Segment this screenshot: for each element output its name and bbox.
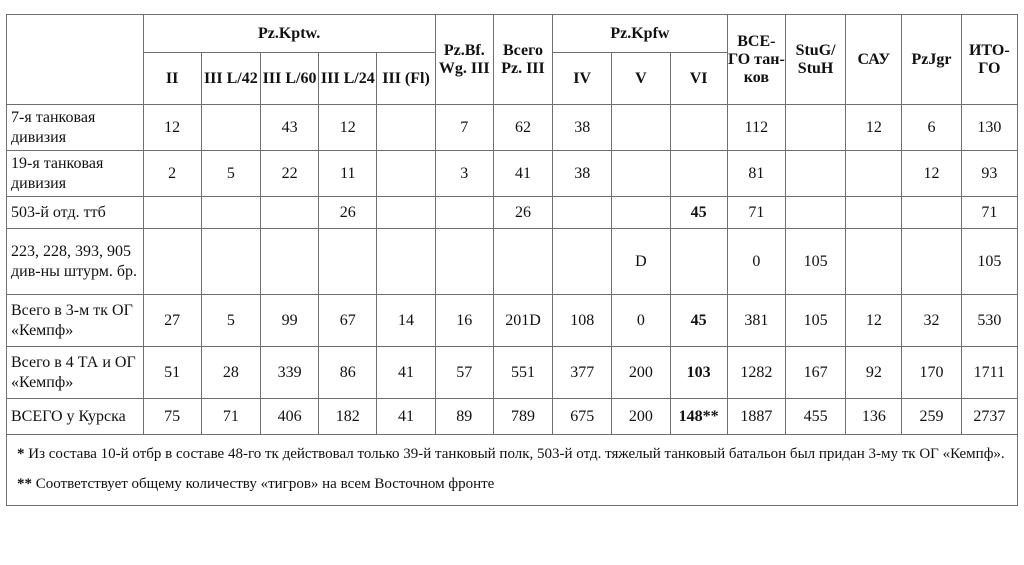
table-cell: 51: [143, 347, 201, 399]
table-row: [7, 347, 1018, 399]
table-cell: 71: [727, 197, 785, 229]
header-sub-iv: IV: [553, 53, 612, 105]
table-cell: 0: [727, 229, 785, 295]
table-cell: 130: [961, 105, 1017, 151]
table-cell: [902, 197, 961, 229]
table-cell: 12: [846, 105, 902, 151]
row-label: 19-я танковая дивизия: [7, 151, 144, 197]
table-cell: [377, 197, 435, 229]
table-cell: 71: [961, 197, 1017, 229]
table-cell: 89: [435, 399, 493, 435]
table-cell: 41: [377, 399, 435, 435]
table-row: [7, 105, 1018, 151]
table-cell: 170: [902, 347, 961, 399]
header-sub-v: V: [612, 53, 670, 105]
table-cell: [612, 197, 670, 229]
table-cell: 105: [785, 295, 845, 347]
table-cell: 2: [143, 151, 201, 197]
table-cell: [201, 229, 260, 295]
table-cell: [670, 151, 727, 197]
table-cell: [846, 197, 902, 229]
table-cell: 6: [902, 105, 961, 151]
row-label: 7-я танковая дивизия: [7, 105, 144, 151]
table-cell: 12: [319, 105, 377, 151]
table-cell: 455: [785, 399, 845, 435]
table-cell: 136: [846, 399, 902, 435]
table-cell: [902, 229, 961, 295]
table-cell: 16: [435, 295, 493, 347]
table-cell: 12: [846, 295, 902, 347]
table-cell: 1887: [727, 399, 785, 435]
table-cell: [846, 151, 902, 197]
table-cell: [377, 151, 435, 197]
table-cell: D: [612, 229, 670, 295]
table-cell: [260, 229, 318, 295]
table-cell: [553, 197, 612, 229]
table-cell: 530: [961, 295, 1017, 347]
tank-strength-table: [6, 14, 1018, 435]
table-cell: 182: [319, 399, 377, 435]
table-cell: 43: [260, 105, 318, 151]
table-cell: 381: [727, 295, 785, 347]
table-cell: 259: [902, 399, 961, 435]
header-sub-vi: VI: [670, 53, 727, 105]
table-cell: [785, 197, 845, 229]
header-row-1: [7, 15, 1018, 53]
table-cell: 45: [670, 295, 727, 347]
table-cell: 167: [785, 347, 845, 399]
footnote-1: [17, 443, 1007, 465]
table-cell: 5: [201, 295, 260, 347]
footnote-2: [17, 473, 1007, 495]
header-pzkpfw-group: Pz.Kpfw: [553, 15, 728, 53]
table-cell: 675: [553, 399, 612, 435]
table-cell: [377, 229, 435, 295]
table-cell: [143, 229, 201, 295]
header-sub-ii: II: [143, 53, 201, 105]
table-cell: [377, 105, 435, 151]
header-sub-iii-l60: III L/60: [260, 53, 318, 105]
table-cell: 0: [612, 295, 670, 347]
table-cell: [493, 229, 552, 295]
table-cell: 32: [902, 295, 961, 347]
table-cell: 99: [260, 295, 318, 347]
table-cell: 112: [727, 105, 785, 151]
table-cell: 11: [319, 151, 377, 197]
table-cell: [612, 151, 670, 197]
table-cell: 108: [553, 295, 612, 347]
table-row: [7, 399, 1018, 435]
row-label: ВСЕГО у Курска: [7, 399, 144, 435]
row-label: Всего в 4 ТА и ОГ «Кемпф»: [7, 347, 144, 399]
table-cell: 7: [435, 105, 493, 151]
footnotes: [6, 435, 1018, 506]
header-itogo: ИТО- ГО: [961, 15, 1017, 105]
table-cell: 93: [961, 151, 1017, 197]
table-cell: 12: [902, 151, 961, 197]
table-row: [7, 151, 1018, 197]
footnote-2-text: Соответствует общему количеству «тигров» на всем Восточном фронте: [35, 476, 495, 492]
table-cell: [201, 197, 260, 229]
table-cell: [319, 229, 377, 295]
header-vsego-tankov: ВСЕ- ГО тан- ков: [727, 15, 785, 105]
header-empty-corner: [7, 15, 144, 105]
header-sub-iii-l24: III L/24: [319, 53, 377, 105]
table-cell: 2737: [961, 399, 1017, 435]
table-cell: [670, 105, 727, 151]
table-cell: 26: [493, 197, 552, 229]
table-cell: 22: [260, 151, 318, 197]
table-cell: 12: [143, 105, 201, 151]
table-cell: 339: [260, 347, 318, 399]
header-sub-iii-fl: III (Fl): [377, 53, 435, 105]
table-cell: [553, 229, 612, 295]
header-vsego-pz-iii: Всего Pz. III: [493, 15, 552, 105]
header-sub-iii-l42: III L/42: [201, 53, 260, 105]
table-cell: 148**: [670, 399, 727, 435]
row-label: Всего в 3-м тк ОГ «Кемпф»: [7, 295, 144, 347]
table-cell: 62: [493, 105, 552, 151]
table-cell: 67: [319, 295, 377, 347]
table-cell: 406: [260, 399, 318, 435]
table-cell: 14: [377, 295, 435, 347]
table-cell: 41: [493, 151, 552, 197]
table-cell: 57: [435, 347, 493, 399]
footnote-1-marker: *: [17, 446, 25, 462]
table-cell: 5: [201, 151, 260, 197]
table-row: [7, 197, 1018, 229]
table-cell: 41: [377, 347, 435, 399]
table-cell: [846, 229, 902, 295]
table-body: [7, 105, 1018, 435]
table-cell: [201, 105, 260, 151]
footnote-1-text: Из состава 10-й отбр в составе 48-го тк действовал только 39-й танковый полк, 503-й отд. тяжелый танковый батальон был придан 3-му тк ОГ «Кемпф».: [28, 446, 1005, 462]
table-cell: 201D: [493, 295, 552, 347]
table-cell: 377: [553, 347, 612, 399]
table-cell: [670, 229, 727, 295]
table-cell: [785, 105, 845, 151]
table-cell: 45: [670, 197, 727, 229]
table-cell: 1282: [727, 347, 785, 399]
table-cell: 1711: [961, 347, 1017, 399]
table-row: [7, 229, 1018, 295]
table-cell: [260, 197, 318, 229]
tank-strength-document: [6, 14, 1018, 506]
table-cell: 81: [727, 151, 785, 197]
table-cell: 105: [785, 229, 845, 295]
footnote-2-marker: **: [17, 476, 32, 492]
table-cell: 3: [435, 151, 493, 197]
table-cell: [435, 229, 493, 295]
table-cell: 789: [493, 399, 552, 435]
table-cell: 26: [319, 197, 377, 229]
table-cell: 551: [493, 347, 552, 399]
table-row: [7, 295, 1018, 347]
table-cell: 103: [670, 347, 727, 399]
table-cell: [785, 151, 845, 197]
row-label: 503-й отд. ттб: [7, 197, 144, 229]
header-pzbf-wg-iii: Pz.Bf. Wg. III: [435, 15, 493, 105]
table-cell: 28: [201, 347, 260, 399]
header-pzkptw-group: Pz.Kptw.: [143, 15, 435, 53]
table-cell: [435, 197, 493, 229]
table-cell: 27: [143, 295, 201, 347]
table-cell: 38: [553, 151, 612, 197]
table-cell: 92: [846, 347, 902, 399]
table-cell: 75: [143, 399, 201, 435]
table-cell: 105: [961, 229, 1017, 295]
table-cell: 200: [612, 347, 670, 399]
table-cell: 38: [553, 105, 612, 151]
table-cell: 71: [201, 399, 260, 435]
table-cell: 86: [319, 347, 377, 399]
table-cell: [143, 197, 201, 229]
table-cell: 200: [612, 399, 670, 435]
header-pzjgr: PzJgr: [902, 15, 961, 105]
row-label: 223, 228, 393, 905 див-ны штурм. бр.: [7, 229, 144, 295]
header-stug-stuh: StuG/ StuH: [785, 15, 845, 105]
table-cell: [612, 105, 670, 151]
header-sau: САУ: [846, 15, 902, 105]
